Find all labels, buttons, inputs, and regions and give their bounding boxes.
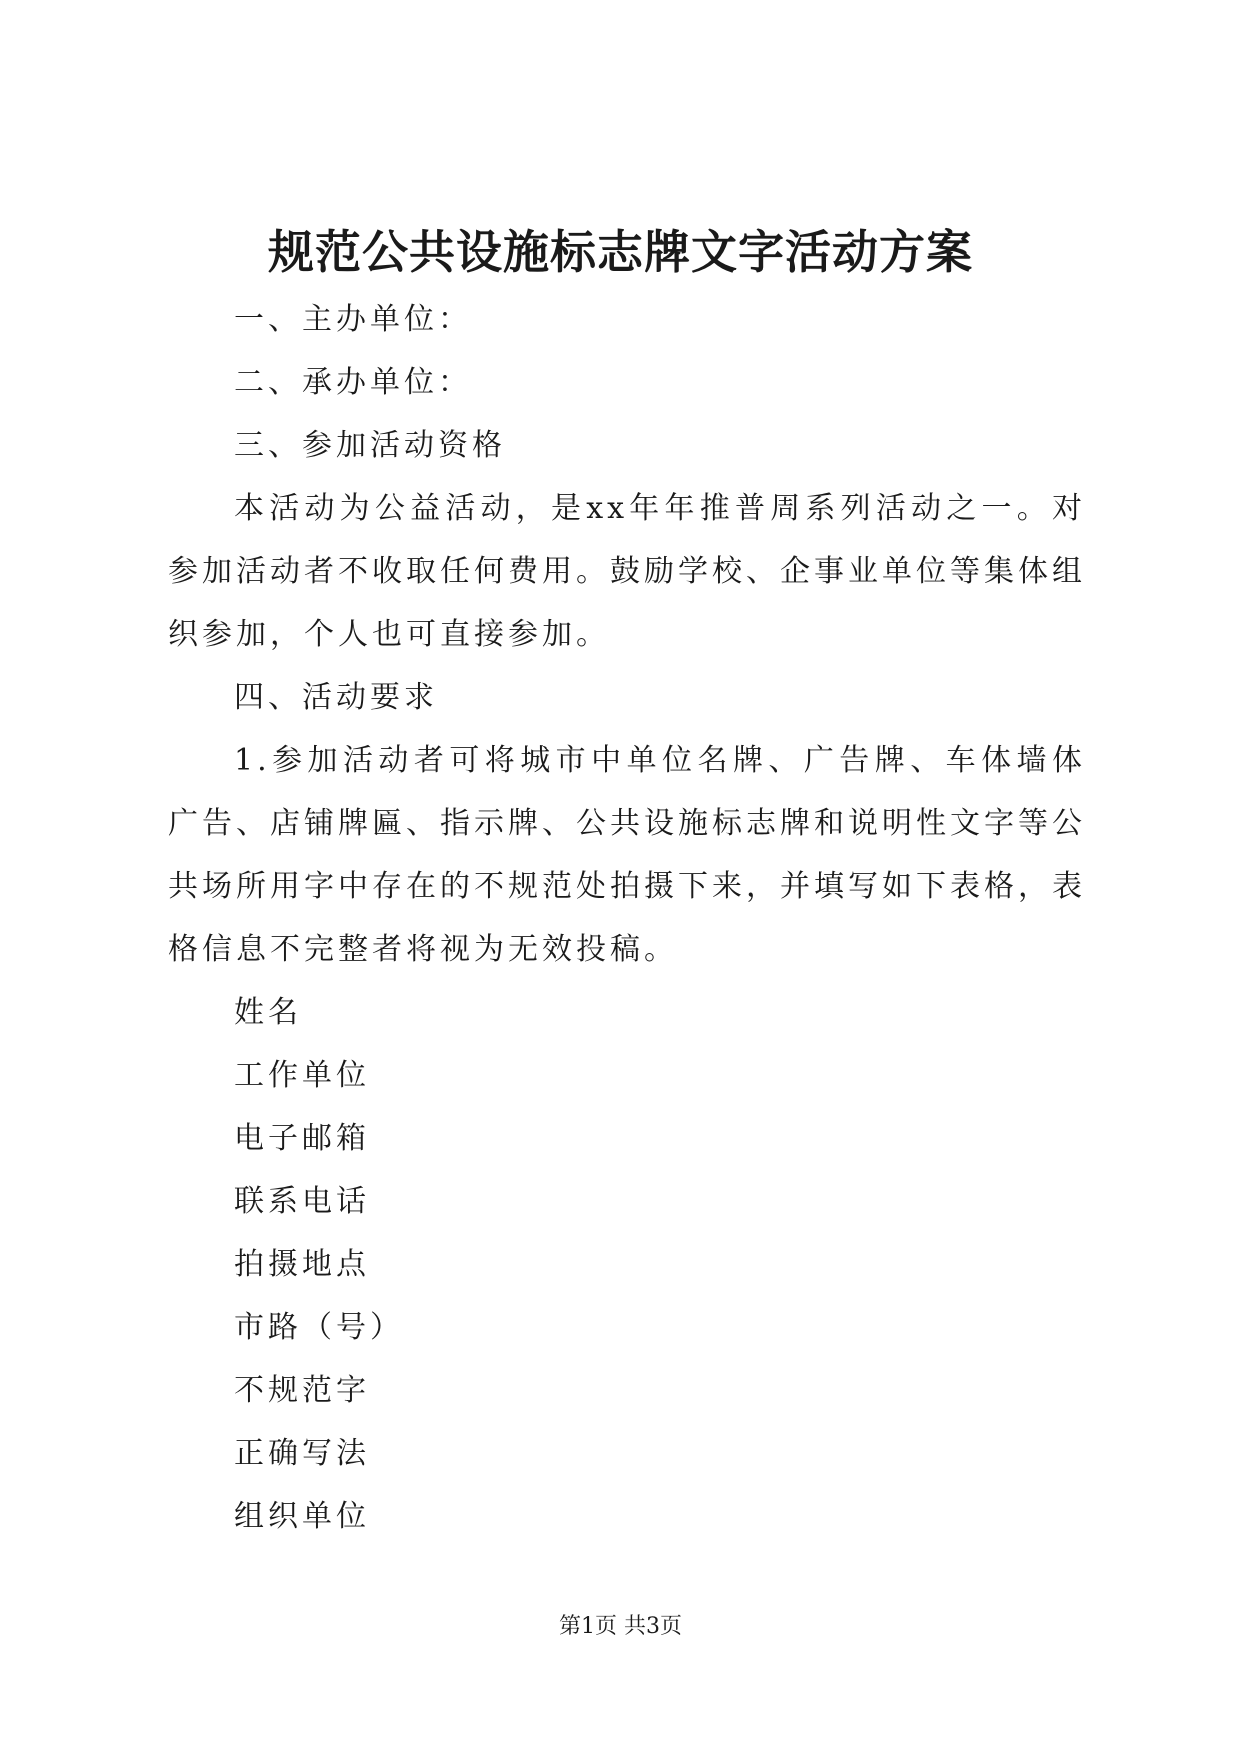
form-field-email: 电子邮箱 [234,1121,370,1156]
form-field-address: 市路（号） [234,1310,404,1345]
eligibility-paragraph: 本活动为公益活动，是xx年年推普周系列活动之一。对参加活动者不收取任何费用。鼓励学校、企事业单位等集体组织参加，个人也可直接参加。 [168,491,1086,652]
document-body [168,288,1086,1548]
form-field-workplace: 工作单位 [234,1058,370,1093]
form-field-correct-writing: 正确写法 [234,1436,370,1471]
form-field-location: 拍摄地点 [234,1247,370,1282]
form-field-phone: 联系电话 [234,1184,370,1219]
document-title: 规范公共设施标志牌文字活动方案 [268,225,973,279]
form-field-organizing-unit: 组织单位 [234,1499,370,1534]
requirements-paragraph: 1.参加活动者可将城市中单位名牌、广告牌、车体墙体广告、店铺牌匾、指示牌、公共设施标志牌和说明性文字等公共场所用字中存在的不规范处拍摄下来，并填写如下表格，表格信息不完整者将视为无效投稿。 [168,743,1086,967]
heading-organizer: 一、主办单位： [234,302,472,337]
form-field-name: 姓名 [234,995,302,1030]
heading-requirements: 四、活动要求 [234,680,438,715]
form-field-nonstandard-chars: 不规范字 [234,1373,370,1408]
heading-eligibility: 三、参加活动资格 [234,428,506,463]
heading-undertaker: 二、承办单位： [234,365,472,400]
page-number-footer: 第1页 共3页 [559,1614,682,1639]
